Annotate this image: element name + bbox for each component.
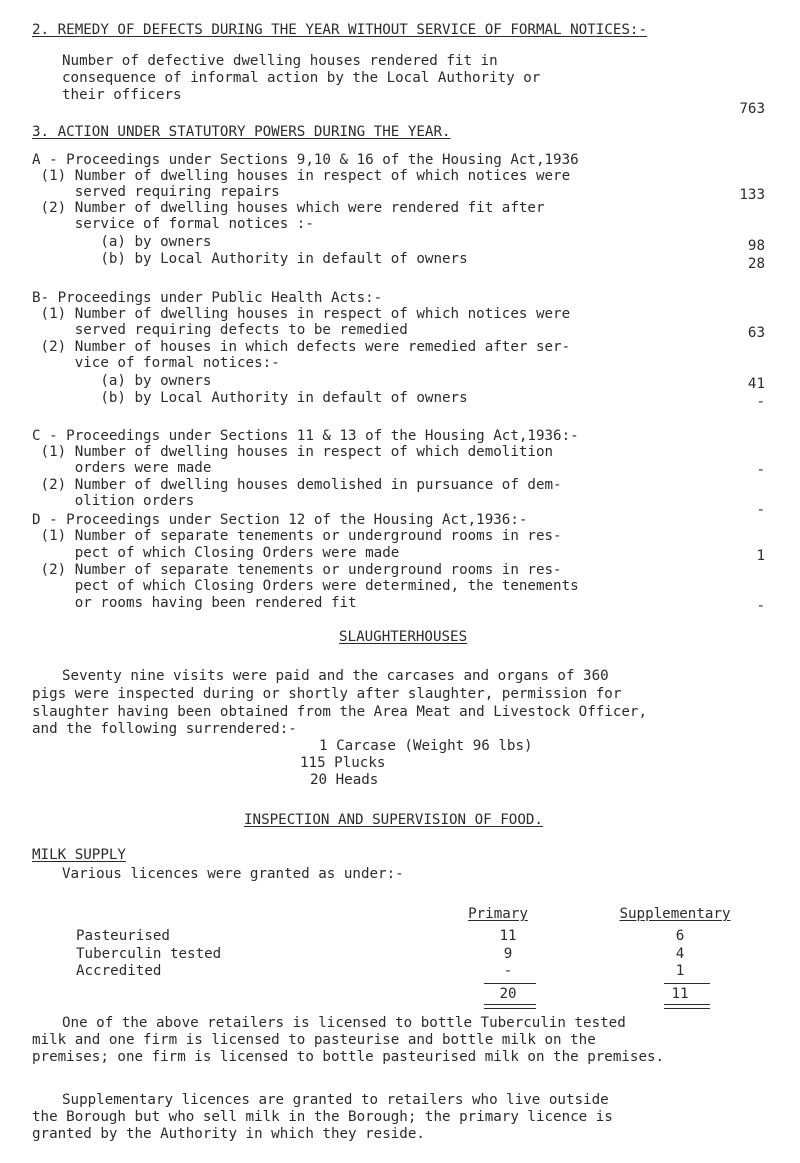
row-supplementary: 4 bbox=[675, 946, 685, 962]
section-d-value-2: - bbox=[756, 598, 765, 614]
slaughter-line: pigs were inspected during or shortly after slaughter, permission for bbox=[32, 686, 622, 702]
section-d-line: D - Proceedings under Section 12 of the Housing Act,1936:- bbox=[32, 512, 528, 528]
section-b-value-a: 41 bbox=[747, 376, 765, 392]
section-a-line: (2) Number of dwelling houses which were rendered fit after bbox=[32, 200, 545, 216]
surrendered-item: 1 Carcase (Weight 96 lbs) bbox=[319, 738, 533, 754]
section-a-line: served requiring repairs bbox=[32, 184, 280, 200]
section-2-line: their officers bbox=[62, 87, 182, 103]
section-d-line: or rooms having been rendered fit bbox=[32, 595, 357, 611]
licence-paragraph-line: milk and one firm is licensed to pasteurise and bottle milk on the bbox=[32, 1032, 596, 1048]
section-a-value-1: 133 bbox=[739, 187, 765, 203]
row-primary: - bbox=[503, 963, 513, 979]
section-a-line: (b) by Local Authority in default of owners bbox=[32, 251, 468, 267]
section-a-value-b: 28 bbox=[747, 256, 765, 272]
slaughter-line: slaughter having been obtained from the Area Meat and Livestock Officer, bbox=[32, 704, 647, 720]
milk-intro: Various licences were granted as under:- bbox=[62, 866, 404, 882]
total-primary: 20 bbox=[499, 986, 517, 1002]
section-b-line: B- Proceedings under Public Health Acts:- bbox=[32, 290, 383, 306]
licence-paragraph-line: premises; one firm is licensed to bottle pasteurised milk on the premises. bbox=[32, 1049, 665, 1065]
row-primary: 11 bbox=[499, 928, 517, 944]
milk-supply-heading: MILK SUPPLY bbox=[32, 847, 126, 863]
section-d-line: pect of which Closing Orders were made bbox=[32, 545, 400, 561]
row-supplementary: 6 bbox=[675, 928, 685, 944]
section-b-value-b: - bbox=[756, 394, 765, 410]
section-c-value-2: - bbox=[756, 502, 765, 518]
row-supplementary: 1 bbox=[675, 963, 685, 979]
supplementary-paragraph-line: the Borough but who sell milk in the Borough; the primary licence is bbox=[32, 1109, 613, 1125]
section-c-line: olition orders bbox=[32, 493, 195, 509]
supplementary-paragraph-line: granted by the Authority in which they reside. bbox=[32, 1126, 425, 1142]
row-primary: 9 bbox=[503, 946, 513, 962]
section-b-line: (1) Number of dwelling houses in respect of which notices were bbox=[32, 306, 571, 322]
section-d-line: (2) Number of separate tenements or underground rooms in res- bbox=[32, 562, 562, 578]
section-a-line: A - Proceedings under Sections 9,10 & 16 of the Housing Act,1936 bbox=[32, 152, 579, 168]
section-b-line: vice of formal notices:- bbox=[32, 355, 280, 371]
section-c-line: C - Proceedings under Sections 11 & 13 of the Housing Act,1936:- bbox=[32, 428, 579, 444]
row-label: Accredited bbox=[76, 963, 162, 979]
section-a-line: (a) by owners bbox=[32, 234, 212, 250]
section-d-value-1: 1 bbox=[756, 548, 765, 564]
section-c-line: (1) Number of dwelling houses in respect of which demolition bbox=[32, 444, 554, 460]
section-3-heading: 3. ACTION UNDER STATUTORY POWERS DURING THE YEAR. bbox=[32, 124, 451, 140]
surrendered-item: 20 Heads bbox=[310, 772, 379, 788]
section-b-line: (2) Number of houses in which defects were remedied after ser- bbox=[32, 339, 571, 355]
section-b-line: (b) by Local Authority in default of owners bbox=[32, 390, 468, 406]
slaughter-line: and the following surrendered:- bbox=[32, 721, 297, 737]
supplementary-paragraph-line: Supplementary licences are granted to retailers who live outside bbox=[62, 1092, 609, 1108]
food-heading: INSPECTION AND SUPERVISION OF FOOD. bbox=[244, 812, 543, 828]
section-2-heading: 2. REMEDY OF DEFECTS DURING THE YEAR WITHOUT SERVICE OF FORMAL NOTICES:- bbox=[32, 22, 647, 38]
column-supplementary: Supplementary bbox=[619, 906, 731, 922]
licence-paragraph-line: One of the above retailers is licensed to bottle Tuberculin tested bbox=[62, 1015, 626, 1031]
surrendered-item: 115 Plucks bbox=[300, 755, 386, 771]
double-rule-supplementary bbox=[664, 1004, 710, 1005]
double-rule-primary bbox=[484, 1004, 536, 1005]
section-2-line: Number of defective dwelling houses rendered fit in bbox=[62, 53, 498, 69]
double-rule-primary bbox=[484, 1008, 536, 1009]
section-b-value-1: 63 bbox=[747, 325, 765, 341]
section-c-line: (2) Number of dwelling houses demolished in pursuance of dem- bbox=[32, 477, 562, 493]
slaughter-line: Seventy nine visits were paid and the carcases and organs of 360 bbox=[62, 668, 609, 684]
column-primary: Primary bbox=[468, 906, 528, 922]
row-label: Pasteurised bbox=[76, 928, 170, 944]
section-2-value: 763 bbox=[739, 101, 765, 117]
slaughterhouses-heading: SLAUGHTERHOUSES bbox=[339, 629, 468, 645]
total-rule-supplementary bbox=[664, 983, 710, 984]
section-a-value-a: 98 bbox=[747, 238, 765, 254]
section-b-line: served requiring defects to be remedied bbox=[32, 322, 408, 338]
row-label: Tuberculin tested bbox=[76, 946, 222, 962]
total-supplementary: 11 bbox=[671, 986, 689, 1002]
section-a-line: (1) Number of dwelling houses in respect of which notices were bbox=[32, 168, 571, 184]
section-d-line: pect of which Closing Orders were determined, the tenements bbox=[32, 578, 579, 594]
section-2-line: consequence of informal action by the Local Authority or bbox=[62, 70, 541, 86]
double-rule-supplementary bbox=[664, 1008, 710, 1009]
total-rule-primary bbox=[484, 983, 536, 984]
section-c-line: orders were made bbox=[32, 460, 212, 476]
section-b-line: (a) by owners bbox=[32, 373, 212, 389]
section-c-value-1: - bbox=[756, 462, 765, 478]
section-d-line: (1) Number of separate tenements or underground rooms in res- bbox=[32, 528, 562, 544]
section-a-line: service of formal notices :- bbox=[32, 216, 314, 232]
